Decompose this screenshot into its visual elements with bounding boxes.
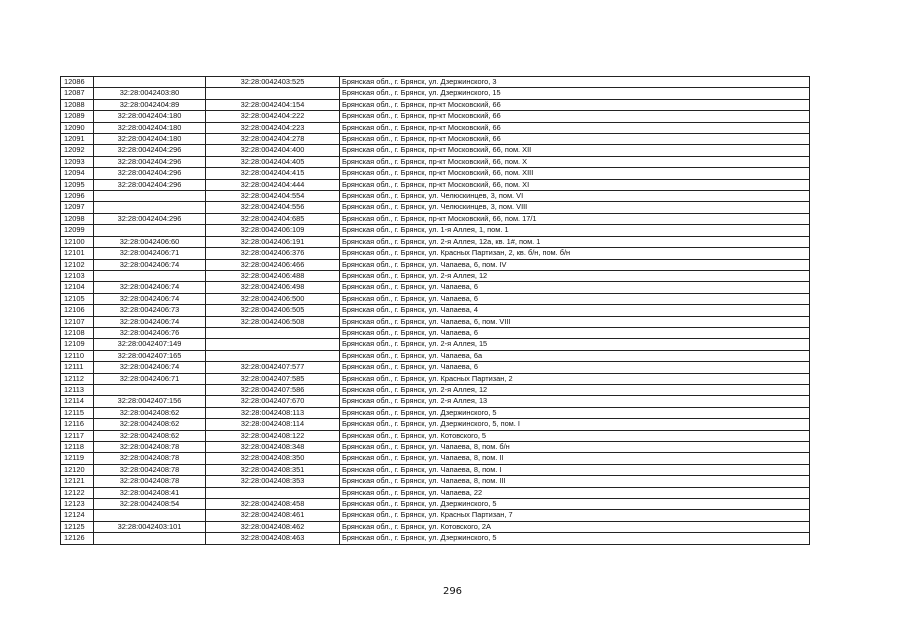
address-cell: Брянская обл., г. Брянск, ул. Дзержинского, 5, пом. I <box>340 419 810 430</box>
row-number-cell: 12117 <box>61 430 94 441</box>
row-number-cell: 12126 <box>61 533 94 544</box>
table-row <box>61 407 810 418</box>
cadastral-number-cell: 32:28:0042408:353 <box>206 476 340 487</box>
table-row <box>61 179 810 190</box>
address-cell: Брянская обл., г. Брянск, ул. Красных Партизан, 2, кв. б/н, пом. б/н <box>340 248 810 259</box>
row-number-cell: 12114 <box>61 396 94 407</box>
row-number-cell: 12108 <box>61 327 94 338</box>
cadastral-number-cell: 32:28:0042408:458 <box>206 499 340 510</box>
row-number-cell: 12096 <box>61 191 94 202</box>
parent-cadastral-number-cell: 32:28:0042404:89 <box>94 99 206 110</box>
table-row <box>61 145 810 156</box>
table-row <box>61 134 810 145</box>
address-cell: Брянская обл., г. Брянск, ул. Чапаева, 6, пом. IV <box>340 259 810 270</box>
cadastral-number-cell: 32:28:0042406:376 <box>206 248 340 259</box>
parent-cadastral-number-cell: 32:28:0042407:149 <box>94 339 206 350</box>
row-number-cell: 12121 <box>61 476 94 487</box>
cadastral-number-cell <box>206 350 340 361</box>
cadastral-number-cell: 32:28:0042408:350 <box>206 453 340 464</box>
table-row <box>61 77 810 88</box>
cadastral-number-cell: 32:28:0042404:685 <box>206 213 340 224</box>
row-number-cell: 12104 <box>61 282 94 293</box>
row-number-cell: 12106 <box>61 305 94 316</box>
row-number-cell: 12103 <box>61 270 94 281</box>
cadastral-number-cell: 32:28:0042407:586 <box>206 384 340 395</box>
parent-cadastral-number-cell: 32:28:0042404:180 <box>94 111 206 122</box>
table-row <box>61 430 810 441</box>
parent-cadastral-number-cell: 32:28:0042408:62 <box>94 407 206 418</box>
cadastral-number-cell: 32:28:0042406:498 <box>206 282 340 293</box>
table-row <box>61 213 810 224</box>
address-cell: Брянская обл., г. Брянск, ул. Красных Партизан, 7 <box>340 510 810 521</box>
address-cell: Брянская обл., г. Брянск, ул. Челюскинцев, 3, пом. VI <box>340 191 810 202</box>
table-row <box>61 521 810 532</box>
cadastral-number-cell: 32:28:0042407:585 <box>206 373 340 384</box>
row-number-cell: 12109 <box>61 339 94 350</box>
table-row <box>61 88 810 99</box>
address-cell: Брянская обл., г. Брянск, пр-кт Московский, 66 <box>340 122 810 133</box>
cadastral-number-cell <box>206 88 340 99</box>
cadastral-number-cell: 32:28:0042404:278 <box>206 134 340 145</box>
row-number-cell: 12095 <box>61 179 94 190</box>
cadastral-number-cell: 32:28:0042404:405 <box>206 156 340 167</box>
table-row <box>61 259 810 270</box>
table-row <box>61 282 810 293</box>
parent-cadastral-number-cell: 32:28:0042406:71 <box>94 248 206 259</box>
cadastral-number-cell: 32:28:0042408:122 <box>206 430 340 441</box>
table-row <box>61 99 810 110</box>
row-number-cell: 12120 <box>61 464 94 475</box>
address-cell: Брянская обл., г. Брянск, ул. Дзержинского, 3 <box>340 77 810 88</box>
cadastral-number-cell: 32:28:0042404:444 <box>206 179 340 190</box>
row-number-cell: 12105 <box>61 293 94 304</box>
table-row <box>61 327 810 338</box>
parent-cadastral-number-cell: 32:28:0042404:296 <box>94 168 206 179</box>
row-number-cell: 12091 <box>61 134 94 145</box>
cadastral-number-cell: 32:28:0042408:113 <box>206 407 340 418</box>
table-row <box>61 396 810 407</box>
table-row <box>61 533 810 544</box>
address-cell: Брянская обл., г. Брянск, пр-кт Московский, 66, пом. XI <box>340 179 810 190</box>
cadastral-number-cell: 32:28:0042404:154 <box>206 99 340 110</box>
cadastral-number-cell: 32:28:0042407:577 <box>206 362 340 373</box>
row-number-cell: 12093 <box>61 156 94 167</box>
parent-cadastral-number-cell: 32:28:0042408:62 <box>94 430 206 441</box>
parent-cadastral-number-cell: 32:28:0042404:296 <box>94 179 206 190</box>
cadastral-number-cell: 32:28:0042404:556 <box>206 202 340 213</box>
table-row <box>61 373 810 384</box>
cadastral-number-cell: 32:28:0042404:554 <box>206 191 340 202</box>
parent-cadastral-number-cell: 32:28:0042408:54 <box>94 499 206 510</box>
registry-table <box>60 76 810 545</box>
table-row <box>61 464 810 475</box>
address-cell: Брянская обл., г. Брянск, ул. Чапаева, 6а <box>340 350 810 361</box>
address-cell: Брянская обл., г. Брянск, пр-кт Московский, 66 <box>340 111 810 122</box>
cadastral-number-cell: 32:28:0042408:351 <box>206 464 340 475</box>
row-number-cell: 12125 <box>61 521 94 532</box>
table-row <box>61 453 810 464</box>
cadastral-number-cell: 32:28:0042406:466 <box>206 259 340 270</box>
table-row <box>61 419 810 430</box>
parent-cadastral-number-cell <box>94 225 206 236</box>
cadastral-number-cell: 32:28:0042404:415 <box>206 168 340 179</box>
cadastral-number-cell <box>206 327 340 338</box>
parent-cadastral-number-cell: 32:28:0042404:296 <box>94 213 206 224</box>
row-number-cell: 12115 <box>61 407 94 418</box>
row-number-cell: 12119 <box>61 453 94 464</box>
parent-cadastral-number-cell: 32:28:0042406:76 <box>94 327 206 338</box>
parent-cadastral-number-cell: 32:28:0042408:78 <box>94 453 206 464</box>
row-number-cell: 12107 <box>61 316 94 327</box>
address-cell: Брянская обл., г. Брянск, пр-кт Московский, 66, пом. 17/1 <box>340 213 810 224</box>
cadastral-number-cell: 32:28:0042406:505 <box>206 305 340 316</box>
cadastral-number-cell: 32:28:0042406:109 <box>206 225 340 236</box>
table-row <box>61 168 810 179</box>
address-cell: Брянская обл., г. Брянск, ул. Чапаева, 8, пом. б/н <box>340 442 810 453</box>
address-cell: Брянская обл., г. Брянск, ул. 2-я Аллея, 13 <box>340 396 810 407</box>
address-cell: Брянская обл., г. Брянск, пр-кт Московский, 66, пом. XII <box>340 145 810 156</box>
table-row <box>61 499 810 510</box>
table-row <box>61 122 810 133</box>
address-cell: Брянская обл., г. Брянск, ул. Чапаева, 6 <box>340 362 810 373</box>
parent-cadastral-number-cell: 32:28:0042408:78 <box>94 476 206 487</box>
row-number-cell: 12124 <box>61 510 94 521</box>
parent-cadastral-number-cell: 32:28:0042408:41 <box>94 487 206 498</box>
cadastral-number-cell: 32:28:0042408:114 <box>206 419 340 430</box>
address-cell: Брянская обл., г. Брянск, пр-кт Московский, 66 <box>340 134 810 145</box>
address-cell: Брянская обл., г. Брянск, ул. 2-я Аллея, 12 <box>340 384 810 395</box>
parent-cadastral-number-cell <box>94 510 206 521</box>
address-cell: Брянская обл., г. Брянск, ул. Чапаева, 8, пом. III <box>340 476 810 487</box>
parent-cadastral-number-cell: 32:28:0042406:73 <box>94 305 206 316</box>
registry-table-body <box>61 77 810 545</box>
address-cell: Брянская обл., г. Брянск, ул. Котовского, 2А <box>340 521 810 532</box>
address-cell: Брянская обл., г. Брянск, пр-кт Московский, 66, пом. X <box>340 156 810 167</box>
cadastral-number-cell: 32:28:0042408:463 <box>206 533 340 544</box>
row-number-cell: 12089 <box>61 111 94 122</box>
table-row <box>61 487 810 498</box>
table-row <box>61 191 810 202</box>
parent-cadastral-number-cell: 32:28:0042404:296 <box>94 145 206 156</box>
parent-cadastral-number-cell <box>94 77 206 88</box>
cadastral-number-cell: 32:28:0042406:488 <box>206 270 340 281</box>
row-number-cell: 12098 <box>61 213 94 224</box>
parent-cadastral-number-cell: 32:28:0042404:180 <box>94 122 206 133</box>
row-number-cell: 12099 <box>61 225 94 236</box>
row-number-cell: 12112 <box>61 373 94 384</box>
table-row <box>61 362 810 373</box>
parent-cadastral-number-cell: 32:28:0042403:80 <box>94 88 206 99</box>
address-cell: Брянская обл., г. Брянск, ул. Дзержинского, 5 <box>340 499 810 510</box>
address-cell: Брянская обл., г. Брянск, ул. Чапаева, 8, пом. II <box>340 453 810 464</box>
cadastral-number-cell: 32:28:0042404:400 <box>206 145 340 156</box>
row-number-cell: 12097 <box>61 202 94 213</box>
cadastral-number-cell: 32:28:0042404:223 <box>206 122 340 133</box>
row-number-cell: 12100 <box>61 236 94 247</box>
table-row <box>61 225 810 236</box>
table-row <box>61 236 810 247</box>
row-number-cell: 12110 <box>61 350 94 361</box>
parent-cadastral-number-cell <box>94 270 206 281</box>
cadastral-number-cell: 32:28:0042406:500 <box>206 293 340 304</box>
row-number-cell: 12088 <box>61 99 94 110</box>
parent-cadastral-number-cell: 32:28:0042408:78 <box>94 442 206 453</box>
address-cell: Брянская обл., г. Брянск, ул. Котовского, 5 <box>340 430 810 441</box>
cadastral-number-cell: 32:28:0042404:222 <box>206 111 340 122</box>
row-number-cell: 12087 <box>61 88 94 99</box>
parent-cadastral-number-cell <box>94 384 206 395</box>
address-cell: Брянская обл., г. Брянск, ул. 2-я Аллея, 15 <box>340 339 810 350</box>
table-row <box>61 510 810 521</box>
parent-cadastral-number-cell: 32:28:0042406:74 <box>94 362 206 373</box>
row-number-cell: 12094 <box>61 168 94 179</box>
address-cell: Брянская обл., г. Брянск, ул. Чапаева, 6, пом. VIII <box>340 316 810 327</box>
cadastral-number-cell <box>206 339 340 350</box>
cadastral-number-cell: 32:28:0042408:461 <box>206 510 340 521</box>
parent-cadastral-number-cell: 32:28:0042406:74 <box>94 259 206 270</box>
table-row <box>61 248 810 259</box>
parent-cadastral-number-cell: 32:28:0042406:74 <box>94 316 206 327</box>
table-row <box>61 339 810 350</box>
parent-cadastral-number-cell <box>94 191 206 202</box>
row-number-cell: 12090 <box>61 122 94 133</box>
table-row <box>61 156 810 167</box>
cadastral-number-cell: 32:28:0042406:191 <box>206 236 340 247</box>
page-number: 296 <box>442 586 463 597</box>
table-row <box>61 202 810 213</box>
parent-cadastral-number-cell: 32:28:0042406:74 <box>94 293 206 304</box>
cadastral-number-cell <box>206 487 340 498</box>
address-cell: Брянская обл., г. Брянск, ул. Чапаева, 4 <box>340 305 810 316</box>
parent-cadastral-number-cell: 32:28:0042407:156 <box>94 396 206 407</box>
address-cell: Брянская обл., г. Брянск, ул. Дзержинского, 5 <box>340 407 810 418</box>
address-cell: Брянская обл., г. Брянск, ул. Чапаева, 8, пом. I <box>340 464 810 475</box>
row-number-cell: 12101 <box>61 248 94 259</box>
parent-cadastral-number-cell <box>94 533 206 544</box>
table-row <box>61 316 810 327</box>
row-number-cell: 12113 <box>61 384 94 395</box>
row-number-cell: 12092 <box>61 145 94 156</box>
cadastral-number-cell: 32:28:0042408:462 <box>206 521 340 532</box>
address-cell: Брянская обл., г. Брянск, ул. Челюскинцев, 3, пом. VIII <box>340 202 810 213</box>
address-cell: Брянская обл., г. Брянск, ул. Красных Партизан, 2 <box>340 373 810 384</box>
row-number-cell: 12111 <box>61 362 94 373</box>
row-number-cell: 12122 <box>61 487 94 498</box>
parent-cadastral-number-cell: 32:28:0042404:296 <box>94 156 206 167</box>
parent-cadastral-number-cell: 32:28:0042406:74 <box>94 282 206 293</box>
table-row <box>61 111 810 122</box>
parent-cadastral-number-cell: 32:28:0042408:78 <box>94 464 206 475</box>
parent-cadastral-number-cell: 32:28:0042406:60 <box>94 236 206 247</box>
address-cell: Брянская обл., г. Брянск, ул. 1-я Аллея, 1, пом. 1 <box>340 225 810 236</box>
cadastral-number-cell: 32:28:0042408:348 <box>206 442 340 453</box>
parent-cadastral-number-cell: 32:28:0042408:62 <box>94 419 206 430</box>
cadastral-number-cell: 32:28:0042406:508 <box>206 316 340 327</box>
address-cell: Брянская обл., г. Брянск, ул. Чапаева, 6 <box>340 293 810 304</box>
parent-cadastral-number-cell: 32:28:0042404:180 <box>94 134 206 145</box>
parent-cadastral-number-cell: 32:28:0042406:71 <box>94 373 206 384</box>
row-number-cell: 12116 <box>61 419 94 430</box>
table-row <box>61 476 810 487</box>
address-cell: Брянская обл., г. Брянск, пр-кт Московский, 66, пом. XIII <box>340 168 810 179</box>
table-row <box>61 442 810 453</box>
address-cell: Брянская обл., г. Брянск, ул. Дзержинского, 5 <box>340 533 810 544</box>
row-number-cell: 12086 <box>61 77 94 88</box>
table-row <box>61 293 810 304</box>
table-row <box>61 270 810 281</box>
table-row <box>61 305 810 316</box>
address-cell: Брянская обл., г. Брянск, ул. 2-я Аллея, 12а, кв. 1#, пом. 1 <box>340 236 810 247</box>
row-number-cell: 12123 <box>61 499 94 510</box>
table-row <box>61 350 810 361</box>
address-cell: Брянская обл., г. Брянск, ул. Дзержинского, 15 <box>340 88 810 99</box>
address-cell: Брянская обл., г. Брянск, ул. 2-я Аллея, 12 <box>340 270 810 281</box>
cadastral-number-cell: 32:28:0042403:525 <box>206 77 340 88</box>
parent-cadastral-number-cell: 32:28:0042403:101 <box>94 521 206 532</box>
cadastral-number-cell: 32:28:0042407:670 <box>206 396 340 407</box>
row-number-cell: 12102 <box>61 259 94 270</box>
address-cell: Брянская обл., г. Брянск, ул. Чапаева, 22 <box>340 487 810 498</box>
parent-cadastral-number-cell: 32:28:0042407:165 <box>94 350 206 361</box>
address-cell: Брянская обл., г. Брянск, пр-кт Московский, 66 <box>340 99 810 110</box>
row-number-cell: 12118 <box>61 442 94 453</box>
parent-cadastral-number-cell <box>94 202 206 213</box>
address-cell: Брянская обл., г. Брянск, ул. Чапаева, 6 <box>340 327 810 338</box>
table-row <box>61 384 810 395</box>
address-cell: Брянская обл., г. Брянск, ул. Чапаева, 6 <box>340 282 810 293</box>
